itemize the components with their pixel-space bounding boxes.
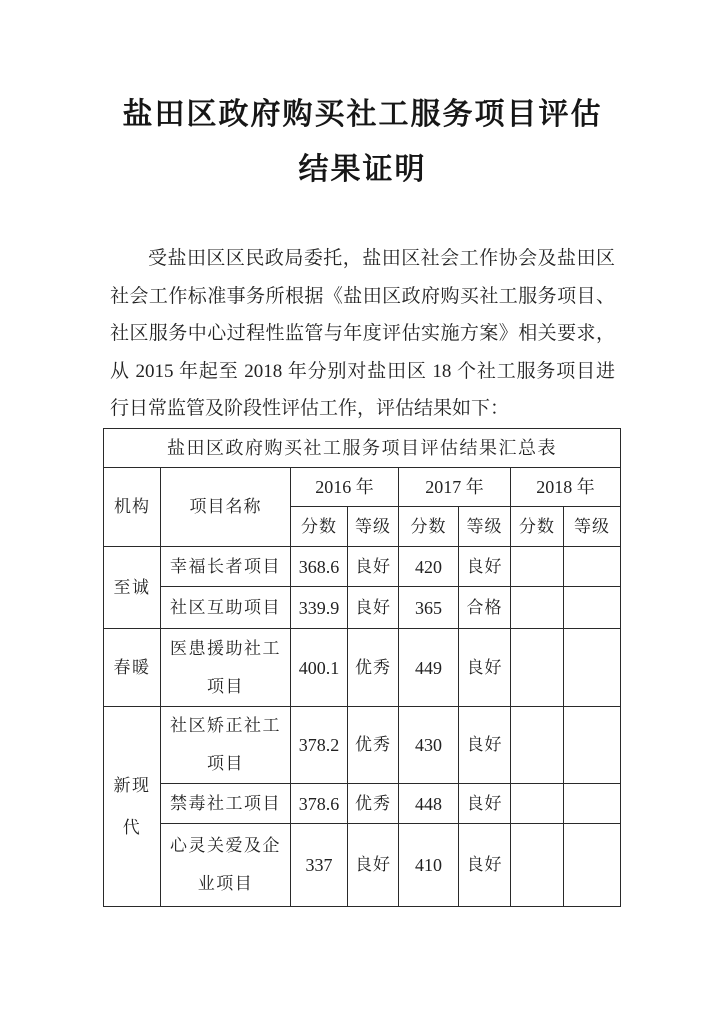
grade-2017-cell: 良好 [459, 784, 511, 824]
score-2018-cell [511, 784, 564, 824]
header-grade-2016: 等级 [348, 507, 399, 547]
table-row [104, 629, 621, 707]
intro-paragraph [110, 240, 615, 428]
table-row [104, 784, 621, 824]
summary-table [103, 428, 621, 907]
org-cell [104, 629, 161, 707]
score-2017-cell: 449 [399, 629, 459, 707]
project-name: 禁毒社工项目 [170, 794, 281, 814]
score-2016-cell: 378.6 [291, 784, 348, 824]
grade-2018-cell [564, 629, 621, 707]
intro-paragraph-line: 社会工作标准事务所根据《盐田区政府购买社工服务项目、 [110, 285, 615, 307]
grade-2016-cell: 良好 [348, 824, 399, 907]
project-cell [161, 587, 291, 629]
score-2016-cell: 368.6 [291, 547, 348, 587]
project-cell [161, 629, 291, 707]
intro-paragraph-line: 受盐田区区民政局委托，盐田区社会工作协会及盐田区 [148, 248, 615, 269]
document-title-line-2: 结果证明 [298, 153, 427, 186]
grade-2017-cell: 良好 [459, 824, 511, 907]
project-name: 社区互助项目 [170, 598, 281, 618]
grade-2016-cell: 优秀 [348, 707, 399, 784]
org-name: 至诚 [113, 577, 151, 597]
project-name: 心灵关爱及企业项目 [170, 836, 281, 894]
intro-paragraph-line: 社区服务中心过程性监管与年度评估实施方案》相关要求， [110, 323, 615, 344]
score-2016-cell: 400.1 [291, 629, 348, 707]
score-2018-cell [511, 824, 564, 907]
score-2016-cell: 339.9 [291, 587, 348, 629]
grade-2016-cell: 良好 [348, 547, 399, 587]
grade-2018-cell [564, 707, 621, 784]
table-caption: 盐田区政府购买社工服务项目评估结果汇总表 [104, 429, 621, 468]
document-title-line-1: 盐田区政府购买社工服务项目评估 [122, 98, 603, 131]
project-cell [161, 784, 291, 824]
score-2018-cell [511, 547, 564, 587]
table-row [104, 587, 621, 629]
header-grade-2018: 等级 [564, 507, 621, 547]
score-2017-cell: 410 [399, 824, 459, 907]
table-row [104, 707, 621, 784]
grade-2018-cell [564, 784, 621, 824]
grade-2016-cell: 优秀 [348, 629, 399, 707]
score-2018-cell [511, 587, 564, 629]
org-cell [104, 547, 161, 629]
header-grade-2017: 等级 [459, 507, 511, 547]
grade-2017-cell: 良好 [459, 707, 511, 784]
score-2018-cell [511, 629, 564, 707]
score-2017-cell: 430 [399, 707, 459, 784]
header-year-2017: 2017 年 [399, 468, 511, 507]
grade-2016-cell: 良好 [348, 587, 399, 629]
score-2016-cell: 378.2 [291, 707, 348, 784]
project-cell [161, 707, 291, 784]
grade-2017-cell: 良好 [459, 629, 511, 707]
header-score-2018: 分数 [511, 507, 564, 547]
table-row [104, 547, 621, 587]
project-cell [161, 547, 291, 587]
table-row [104, 824, 621, 907]
org-cell [104, 707, 161, 907]
grade-2017-cell: 良好 [459, 547, 511, 587]
grade-2016-cell: 优秀 [348, 784, 399, 824]
grade-2018-cell [564, 824, 621, 907]
score-2017-cell: 365 [399, 587, 459, 629]
header-year-2018: 2018 年 [511, 468, 621, 507]
header-year-2016: 2016 年 [291, 468, 399, 507]
grade-2018-cell [564, 547, 621, 587]
org-name: 新现代 [113, 775, 151, 837]
project-name: 医患援助社工项目 [170, 638, 281, 696]
header-score-2016: 分数 [291, 507, 348, 547]
project-name: 社区矫正社工项目 [170, 716, 281, 774]
score-2018-cell [511, 707, 564, 784]
intro-paragraph-line: 行日常监管及阶段性评估工作，评估结果如下： [110, 398, 510, 419]
header-project: 项目名称 [161, 468, 291, 547]
grade-2018-cell [564, 587, 621, 629]
intro-paragraph-line: 从 2015 年起至 2018 年分别对盐田区 18 个社工服务项目进 [110, 360, 615, 382]
header-org: 机构 [104, 468, 161, 547]
score-2017-cell: 448 [399, 784, 459, 824]
header-score-2017: 分数 [399, 507, 459, 547]
score-2017-cell: 420 [399, 547, 459, 587]
project-cell [161, 824, 291, 907]
grade-2017-cell: 合格 [459, 587, 511, 629]
org-name: 春暖 [113, 657, 151, 677]
score-2016-cell: 337 [291, 824, 348, 907]
project-name: 幸福长者项目 [170, 557, 281, 577]
